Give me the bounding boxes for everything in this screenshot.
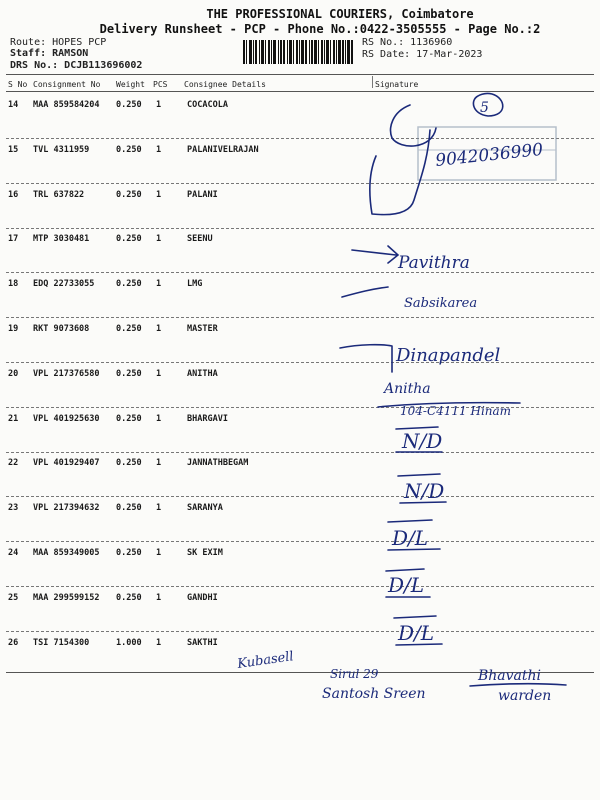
rs-date: RS Date: 17-Mar-2023 — [362, 49, 483, 60]
barcode — [243, 40, 353, 64]
signature-row18: Sabsikarea — [404, 296, 478, 311]
signature-row17: Pavithra — [398, 253, 470, 273]
table-row — [0, 548, 600, 568]
row-weight: 0.250 — [116, 548, 142, 558]
rs-number: RS No.: 1136960 — [362, 37, 453, 48]
row-pcs: 1 — [156, 592, 162, 603]
row-sno: 19 — [8, 324, 19, 334]
row-pcs: 1 — [156, 324, 162, 334]
signature-row15: 9042036990 — [434, 139, 545, 171]
row-consignment-no: VPL 401929407 — [33, 458, 100, 469]
signature-row26-e: warden — [498, 688, 552, 704]
signature-row22: N/D — [404, 479, 445, 503]
row-sno: 15 — [8, 144, 19, 155]
row-pcs: 1 — [156, 144, 162, 155]
table-row — [0, 100, 600, 120]
row-consignee: SEENU — [187, 234, 213, 245]
row-consignment-no: VPL 401925630 — [33, 413, 100, 424]
row-consignment-no: MAA 859349005 — [33, 548, 100, 558]
signature-column-divider — [372, 76, 373, 88]
signature-row26-a: Kubasell — [236, 649, 295, 672]
row-separator — [6, 272, 594, 273]
row-sno: 18 — [8, 279, 19, 290]
row-consignment-no: MTP 3030481 — [33, 234, 90, 245]
staff-label: Staff: RAMSON — [10, 48, 89, 59]
row-sno: 24 — [8, 548, 19, 558]
row-pcs: 1 — [156, 548, 162, 558]
header-rule-bottom — [6, 91, 594, 92]
row-separator — [6, 496, 594, 497]
row-weight: 0.250 — [116, 144, 142, 155]
row-weight: 0.250 — [116, 368, 142, 379]
row-pcs: 1 — [156, 100, 162, 110]
signature-row20-note: 104-C4111 Hinam — [400, 404, 512, 418]
row-consignee: COCACOLA — [187, 100, 228, 110]
signature-row26-d: Bhavathi — [478, 668, 542, 684]
row-weight: 0.250 — [116, 100, 142, 110]
row-sno: 14 — [8, 100, 19, 110]
row-consignment-no: VPL 217376580 — [33, 368, 100, 379]
row-consignment-no: MAA 299599152 — [33, 592, 100, 603]
row-consignee: LMG — [187, 279, 203, 290]
header-rule-top — [6, 74, 594, 75]
row-consignment-no: TRL 637822 — [33, 189, 85, 200]
signature-row19: Dinapandel — [396, 345, 501, 366]
row-consignee: PALANI — [187, 189, 218, 200]
row23-bracket — [388, 520, 440, 550]
row-consignment-no: VPL 217394632 — [33, 503, 100, 514]
row-pcs: 1 — [156, 234, 162, 245]
table-row — [0, 324, 600, 344]
row-consignment-no: EDQ 22733055 — [33, 279, 95, 290]
row-weight: 0.250 — [116, 189, 142, 200]
row-pcs: 1 — [156, 503, 162, 514]
row-weight: 0.250 — [116, 413, 142, 424]
row-consignee: JANNATHBEGAM — [187, 458, 249, 469]
row-separator — [6, 138, 594, 139]
row26-underline — [470, 684, 566, 686]
signature-row23: D/L — [392, 526, 429, 550]
row-sno: 25 — [8, 592, 19, 603]
col-header-consignment: Consignment No — [33, 80, 101, 89]
row-consignment-no: RKT 9073608 — [33, 324, 90, 334]
row-separator — [6, 407, 594, 408]
table-row — [0, 279, 600, 299]
row-weight: 0.250 — [116, 503, 142, 514]
row-sno: 23 — [8, 503, 19, 514]
table-row — [0, 503, 600, 523]
row-separator — [6, 362, 594, 363]
circled-number: 5 — [480, 100, 489, 116]
row-consignment-no: TVL 4311959 — [33, 144, 90, 155]
row-pcs: 1 — [156, 458, 162, 469]
col-header-weight: Weight — [116, 80, 145, 89]
table-row — [0, 638, 600, 658]
row-weight: 0.250 — [116, 592, 142, 603]
signature-row24: D/L — [388, 573, 425, 597]
row-consignee: BHARGAVI — [187, 413, 228, 424]
signature-row20: Anitha — [384, 381, 431, 397]
row-separator — [6, 183, 594, 184]
table-row — [0, 414, 600, 434]
row-weight: 1.000 — [116, 637, 142, 648]
row-pcs: 1 — [156, 413, 162, 424]
row-weight: 0.250 — [116, 279, 142, 290]
row-sno: 16 — [8, 189, 19, 200]
route-label: Route: HOPES PCP — [10, 37, 107, 48]
col-header-pcs: PCS — [153, 80, 168, 89]
row-sno: 26 — [8, 637, 19, 648]
col-header-signature: Signature — [375, 80, 419, 89]
table-row — [0, 369, 600, 389]
table-row — [0, 458, 600, 478]
row-pcs: 1 — [156, 189, 162, 200]
row-pcs: 1 — [156, 368, 162, 379]
row-consignee: SARANYA — [187, 503, 223, 514]
row-separator — [6, 317, 594, 318]
row-sno: 21 — [8, 413, 19, 424]
row-pcs: 1 — [156, 637, 162, 648]
col-header-sno: S No — [8, 80, 28, 89]
drs-number: DRS No.: DCJB113696002 — [10, 60, 143, 71]
signature-row25: D/L — [398, 621, 435, 645]
signature-row26-c: Santosh Sreen — [322, 686, 426, 702]
table-end-rule — [6, 672, 594, 673]
row-pcs: 1 — [156, 279, 162, 290]
row-sno: 17 — [8, 234, 19, 245]
row-separator — [6, 631, 594, 632]
company-title: THE PROFESSIONAL COURIERS, Coimbatore — [206, 7, 474, 21]
col-header-consignee: Consignee Details — [184, 80, 266, 89]
row-consignment-no: MAA 859584204 — [33, 100, 100, 110]
row-separator — [6, 541, 594, 542]
row-separator — [6, 228, 594, 229]
row-consignment-no: TSI 7154300 — [33, 637, 90, 648]
row-weight: 0.250 — [116, 234, 142, 245]
table-row — [0, 145, 600, 165]
table-row — [0, 190, 600, 210]
row-consignee: GANDHI — [187, 592, 218, 603]
row-consignee: MASTER — [187, 324, 218, 334]
signature-row26-b: Sirul 29 — [330, 667, 379, 681]
row-weight: 0.250 — [116, 324, 142, 334]
row-consignee: PALANIVELRAJAN — [187, 144, 259, 155]
row-separator — [6, 452, 594, 453]
runsheet-subtitle: Delivery Runsheet - PCP - Phone No.:0422-3505555 - Page No.:2 — [99, 22, 541, 36]
table-row — [0, 234, 600, 254]
row-consignee: SAKTHI — [187, 637, 218, 648]
row-consignee: SK EXIM — [187, 548, 223, 558]
signature-row21: N/D — [402, 429, 443, 453]
row-separator — [6, 586, 594, 587]
table-row — [0, 593, 600, 613]
row-sno: 20 — [8, 368, 19, 379]
row-consignee: ANITHA — [187, 368, 218, 379]
row-weight: 0.250 — [116, 458, 142, 469]
row-sno: 22 — [8, 458, 19, 469]
